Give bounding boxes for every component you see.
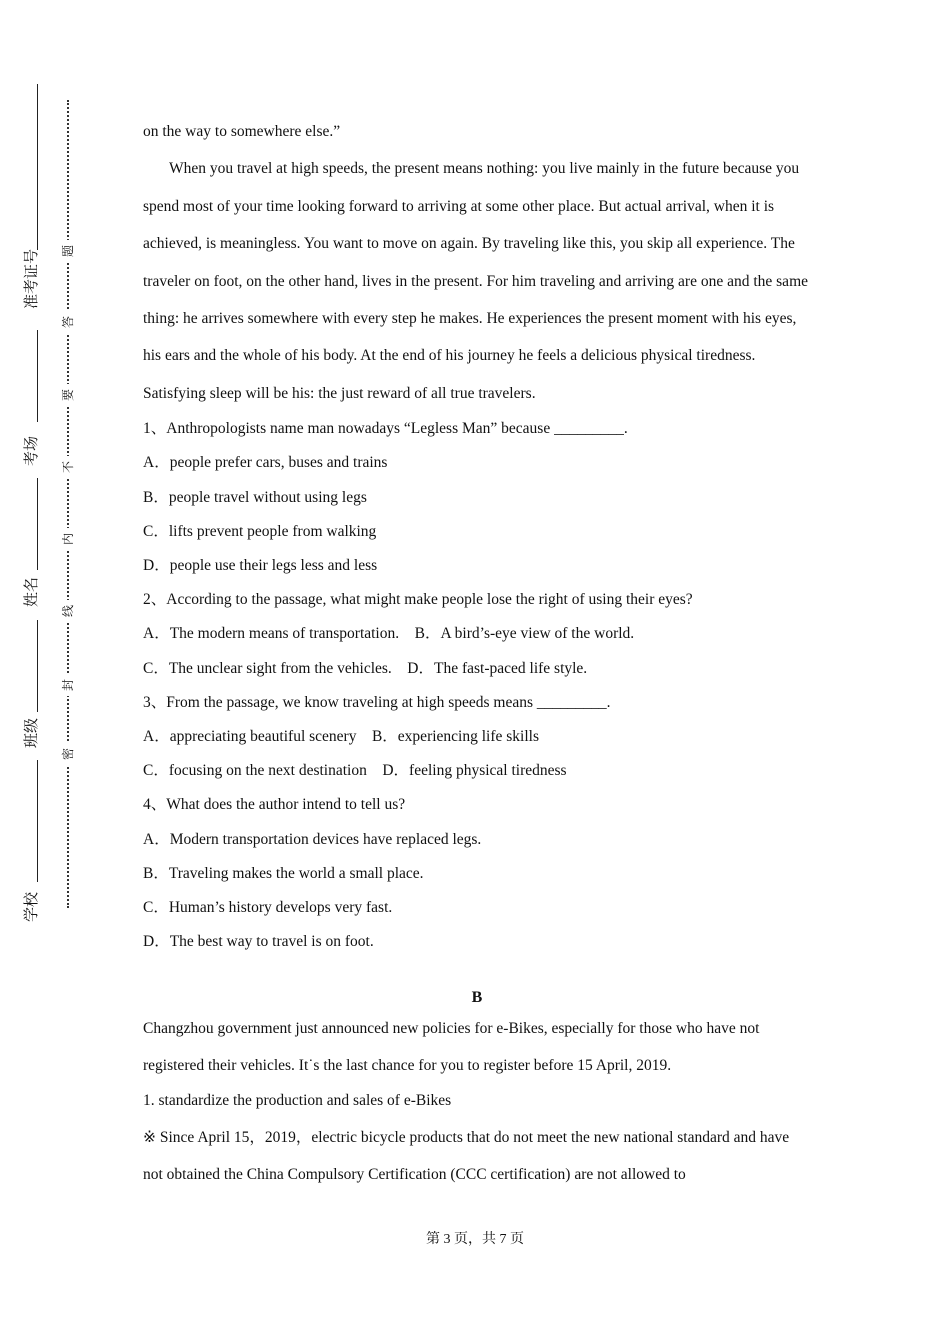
exam-number-label: 准考证号 [24, 249, 40, 310]
field-line [37, 478, 38, 570]
seal-char: 答 [59, 311, 77, 333]
class-label: 班级 [24, 718, 40, 749]
question-3 [143, 686, 811, 789]
answer-option: C．focusing on the next destination D．feeling physical tiredness [143, 762, 567, 780]
answer-option: A．Modern transportation devices have replaced legs. [143, 830, 482, 848]
passage-paragraph: Changzhou government just announced new policies for e-Bikes, especially for those who have not registered their vehicles. It˙s the last chance for you to register before 15 April, 2019. [143, 1019, 760, 1074]
exam-room-label: 考场 [24, 436, 40, 467]
seal-char: 封 [59, 674, 77, 696]
page-number: 第 3 页，共 7 页 [426, 1232, 524, 1247]
seal-dotted-line [67, 100, 69, 908]
seal-char: 要 [59, 384, 77, 406]
passage-paragraph: ※ Since April 15，2019，electric bicycle products that do not meet the new national standard and have not obtained the China Compulsory Certification (CCC certification) are not allowed to [143, 1128, 790, 1183]
answer-option: A．The modern means of transportation. B．A bird’s-eye view of the world. [143, 625, 635, 643]
answer-option: B．Traveling makes the world a small place. [143, 864, 424, 882]
seal-char: 内 [59, 528, 77, 550]
question-1 [143, 412, 811, 583]
school-label: 学校 [24, 892, 40, 923]
question-2 [143, 583, 811, 686]
seal-char: 密 [59, 743, 77, 765]
name-label: 姓名 [24, 577, 40, 608]
seal-char: 不 [59, 456, 77, 478]
answer-option: D．The best way to travel is on foot. [143, 933, 374, 951]
field-line [37, 330, 38, 422]
field-line [37, 84, 38, 250]
answer-option: C．The unclear sight from the vehicles. D．The fast-paced life style. [143, 659, 588, 677]
question-stem: 3、From the passage, we know traveling at high speeds means _________. [143, 693, 611, 711]
answer-option: C．Human’s history develops very fast. [143, 899, 393, 917]
question-4 [143, 788, 811, 959]
seal-char: 题 [59, 240, 77, 262]
field-line [37, 620, 38, 712]
section-title: B [471, 988, 483, 1006]
list-heading: 1. standardize the production and sales of e-Bikes [143, 1092, 452, 1110]
page-content [143, 113, 811, 1193]
seal-char: 线 [59, 600, 77, 622]
passage-paragraph: When you travel at high speeds, the present means nothing: you live mainly in the future because you spend most of your time looking forward to arriving at some other place. But actual arrival, when it is achieved, is meaningless. You want to move on again. By traveling like this, you skip all experience. The traveler on foot, on the other hand, lives in the present. For him traveling and arriving are one and the same thing: he arrives somewhere with every step he makes. He experiences the present moment with his eyes, his ears and the whole of his body. At the end of his journey he feels a delicious physical tiredness. Satisfying sleep will be his: the just reward of all true travelers. [143, 160, 809, 402]
field-line [37, 760, 38, 882]
answer-option: A．appreciating beautiful scenery B．experiencing life skills [143, 728, 539, 746]
answer-option: C．lifts prevent people from walking [143, 522, 377, 540]
answer-option: A．people prefer cars, buses and trains [143, 454, 388, 472]
answer-option: B．people travel without using legs [143, 488, 367, 506]
question-stem: 1、Anthropologists name man nowadays “Legless Man” because _________. [143, 420, 628, 438]
question-stem: 4、What does the author intend to tell us? [143, 796, 406, 814]
answer-option: D．people use their legs less and less [143, 557, 378, 575]
question-stem: 2、According to the passage, what might make people lose the right of using their eyes? [143, 591, 693, 609]
passage-paragraph: on the way to somewhere else.” [143, 123, 341, 140]
